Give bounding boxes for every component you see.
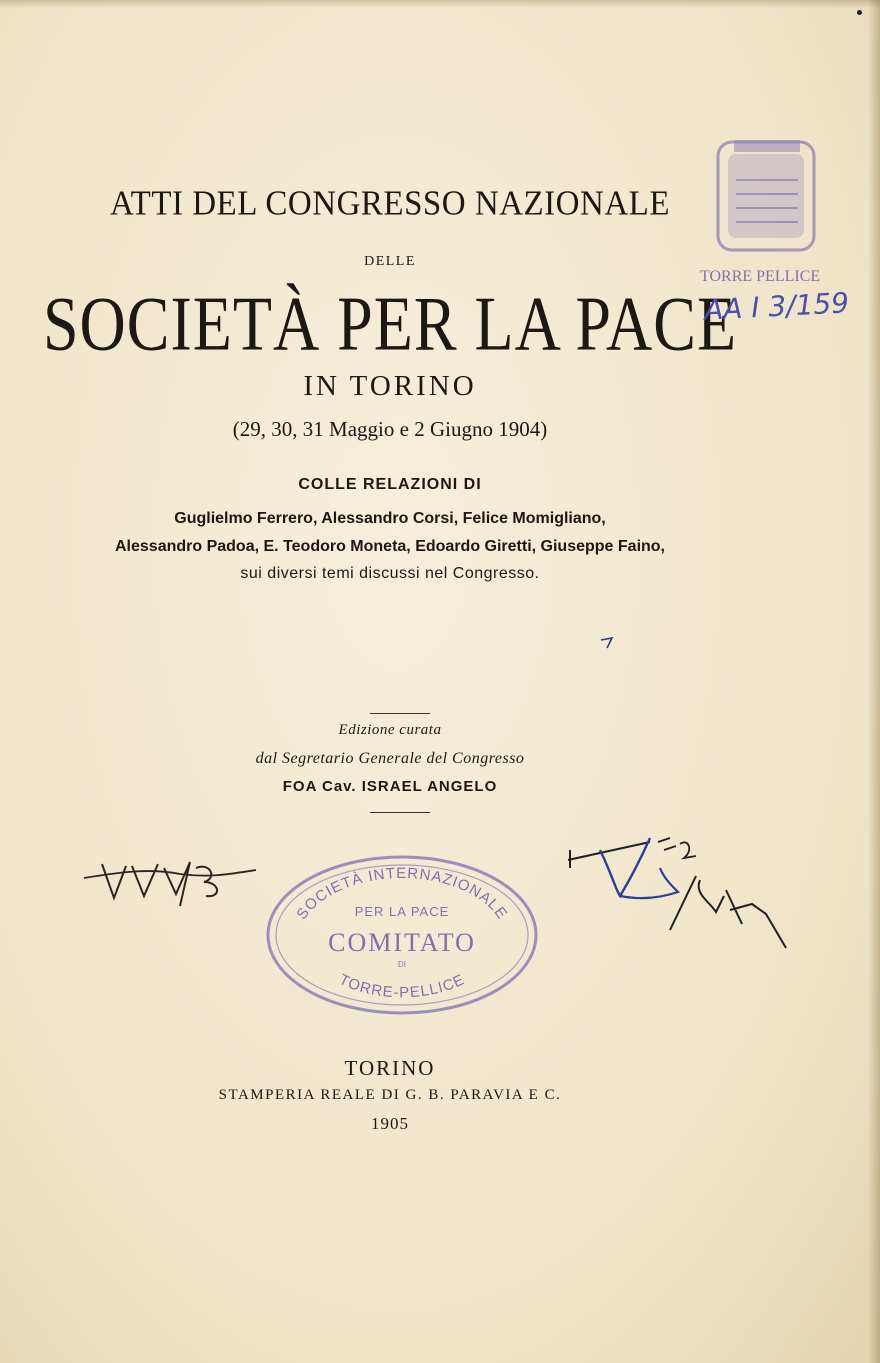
imprint-year: 1905 (371, 1114, 409, 1133)
main-title: SOCIETÀ PER LA PACE (42, 281, 738, 367)
oval-stamp-arc-top: SOCIETÀ INTERNAZIONALE (293, 864, 511, 923)
reports-subject: sui diversi temi discussi nel Congresso. (240, 565, 540, 582)
oval-stamp-line-4: DI (398, 960, 406, 969)
title-line-1: ATTI DEL CONGRESSO NAZIONALE (110, 185, 670, 223)
title-line-2: DELLE (364, 254, 416, 269)
oval-stamp-line-2: PER LA PACE (354, 904, 450, 919)
authors-line-1: Guglielmo Ferrero, Alessandro Corsi, Felice Momigliano, (174, 510, 606, 527)
imprint-city: TORINO (344, 1056, 436, 1080)
congress-dates: (29, 30, 31 Maggio e 2 Giugno 1904) (232, 417, 548, 441)
edition-line-1: Edizione curata (338, 722, 442, 738)
handwritten-annotation-right (560, 820, 800, 950)
shelf-number: AA I 3/159 (703, 286, 850, 327)
pen-tick-mark (598, 634, 618, 650)
library-seal-stamp (712, 130, 822, 260)
authors-line-2: Alessandro Padoa, E. Teodoro Moneta, Edoardo Giretti, Giuseppe Faino, (115, 538, 665, 555)
title-line-4: IN TORINO (303, 370, 477, 402)
divider-top (370, 713, 430, 714)
oval-stamp-arc-bottom: TORRE-PELLICE (336, 971, 468, 1002)
library-stamp-label: TORRE PELLICE (700, 268, 821, 285)
divider-bottom (370, 812, 430, 813)
imprint-printer: STAMPERIA REALE DI G. B. PARAVIA E C. (218, 1087, 562, 1103)
svg-text:TORRE-PELLICE (336, 971, 467, 1001)
committee-oval-stamp (262, 850, 542, 1020)
edition-line-2: dal Segretario Generale del Congresso (255, 750, 525, 767)
reports-heading: COLLE RELAZIONI DI (298, 476, 482, 493)
editor-name: FOA Cav. ISRAEL ANGELO (282, 778, 498, 795)
oval-stamp-line-3: COMITATO (328, 928, 476, 957)
handwritten-annotation-left (80, 848, 260, 918)
